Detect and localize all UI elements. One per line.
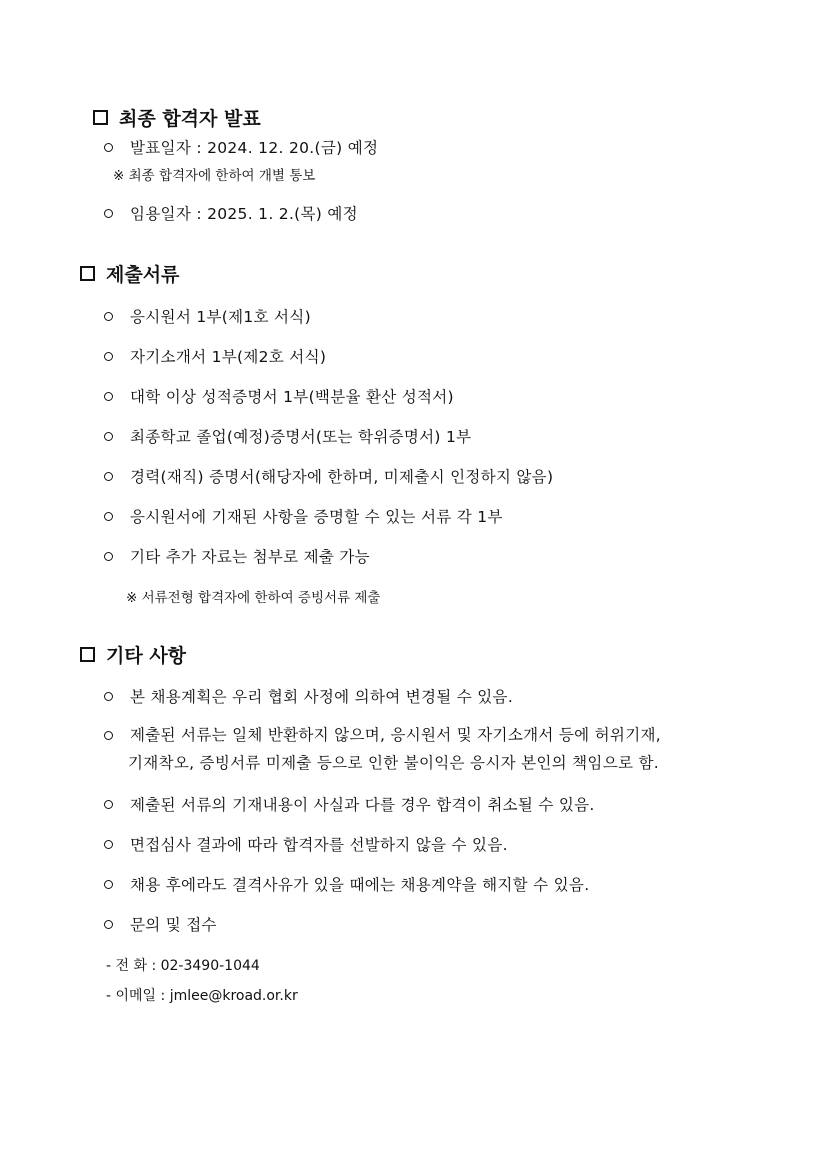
item-text-continued: 기재착오, 증빙서류 미제출 등으로 인한 불이익은 응시자 본인의 책임으로 함. [128, 754, 659, 772]
circle-bullet-icon [104, 800, 113, 809]
circle-bullet-icon [104, 692, 113, 701]
item-text: 제출된 서류는 일체 반환하지 않으며, 응시원서 및 자기소개서 등에 허위기재, [130, 726, 661, 744]
item-text: 임용일자 : 2025. 1. 2.(목) 예정 [130, 205, 358, 223]
circle-bullet-icon [104, 312, 113, 321]
section-title-announcement [93, 104, 261, 131]
note: ※ 최종 합격자에 한하여 개별 통보 [113, 168, 316, 184]
section-title-other [80, 641, 186, 668]
list-item [104, 136, 378, 158]
list-item [104, 345, 326, 367]
item-text: 응시원서에 기재된 사항을 증명할 수 있는 서류 각 1부 [130, 508, 503, 526]
list-item [104, 545, 370, 567]
item-text: 제출된 서류의 기재내용이 사실과 다를 경우 합격이 취소될 수 있음. [130, 796, 595, 814]
item-text: 최종학교 졸업(예정)증명서(또는 학위증명서) 1부 [130, 428, 472, 446]
contact-phone: - 전 화 : 02-3490-1044 [106, 958, 260, 974]
section-title-text: 기타 사항 [106, 645, 187, 667]
checkbox-square-icon [80, 647, 95, 662]
section-title-text: 제출서류 [106, 264, 180, 286]
item-text: 본 채용계획은 우리 협회 사정에 의하여 변경될 수 있음. [130, 688, 514, 706]
item-text: 기타 추가 자료는 첨부로 제출 가능 [130, 548, 370, 566]
contact-email[interactable]: - 이메일 : jmlee@kroad.or.kr [106, 988, 298, 1004]
list-item [104, 505, 503, 527]
circle-bullet-icon [104, 731, 113, 740]
list-item [104, 202, 358, 224]
list-item [104, 685, 513, 707]
section-title-text: 최종 합격자 발표 [119, 108, 261, 130]
item-text: 경력(재직) 증명서(해당자에 한하며, 미제출시 인정하지 않음) [130, 468, 554, 486]
item-text: 발표일자 : 2024. 12. 20.(금) 예정 [130, 139, 379, 157]
item-text: 응시원서 1부(제1호 서식) [130, 308, 311, 326]
list-item [104, 425, 471, 447]
circle-bullet-icon [104, 352, 113, 361]
circle-bullet-icon [104, 920, 113, 929]
list-item [104, 465, 553, 487]
circle-bullet-icon [104, 392, 113, 401]
item-text: 문의 및 접수 [130, 916, 217, 934]
circle-bullet-icon [104, 880, 113, 889]
checkbox-square-icon [93, 110, 108, 125]
list-item [104, 873, 589, 895]
checkbox-square-icon [80, 266, 95, 281]
list-item [104, 833, 508, 855]
circle-bullet-icon [104, 472, 113, 481]
circle-bullet-icon [104, 209, 113, 218]
circle-bullet-icon [104, 552, 113, 561]
item-text: 대학 이상 성적증명서 1부(백분율 환산 성적서) [130, 388, 454, 406]
list-item [104, 385, 454, 407]
circle-bullet-icon [104, 143, 113, 152]
list-item [104, 793, 595, 815]
list-item [104, 305, 311, 327]
note: ※ 서류전형 합격자에 한하여 증빙서류 제출 [126, 590, 381, 606]
item-text: 면접심사 결과에 따라 합격자를 선발하지 않을 수 있음. [130, 836, 508, 854]
circle-bullet-icon [104, 840, 113, 849]
circle-bullet-icon [104, 512, 113, 521]
section-title-documents [80, 260, 179, 287]
circle-bullet-icon [104, 432, 113, 441]
list-item [104, 913, 217, 935]
list-item-multiline [104, 721, 754, 777]
item-text: 채용 후에라도 결격사유가 있을 때에는 채용계약을 해지할 수 있음. [130, 876, 590, 894]
item-text: 자기소개서 1부(제2호 서식) [130, 348, 327, 366]
